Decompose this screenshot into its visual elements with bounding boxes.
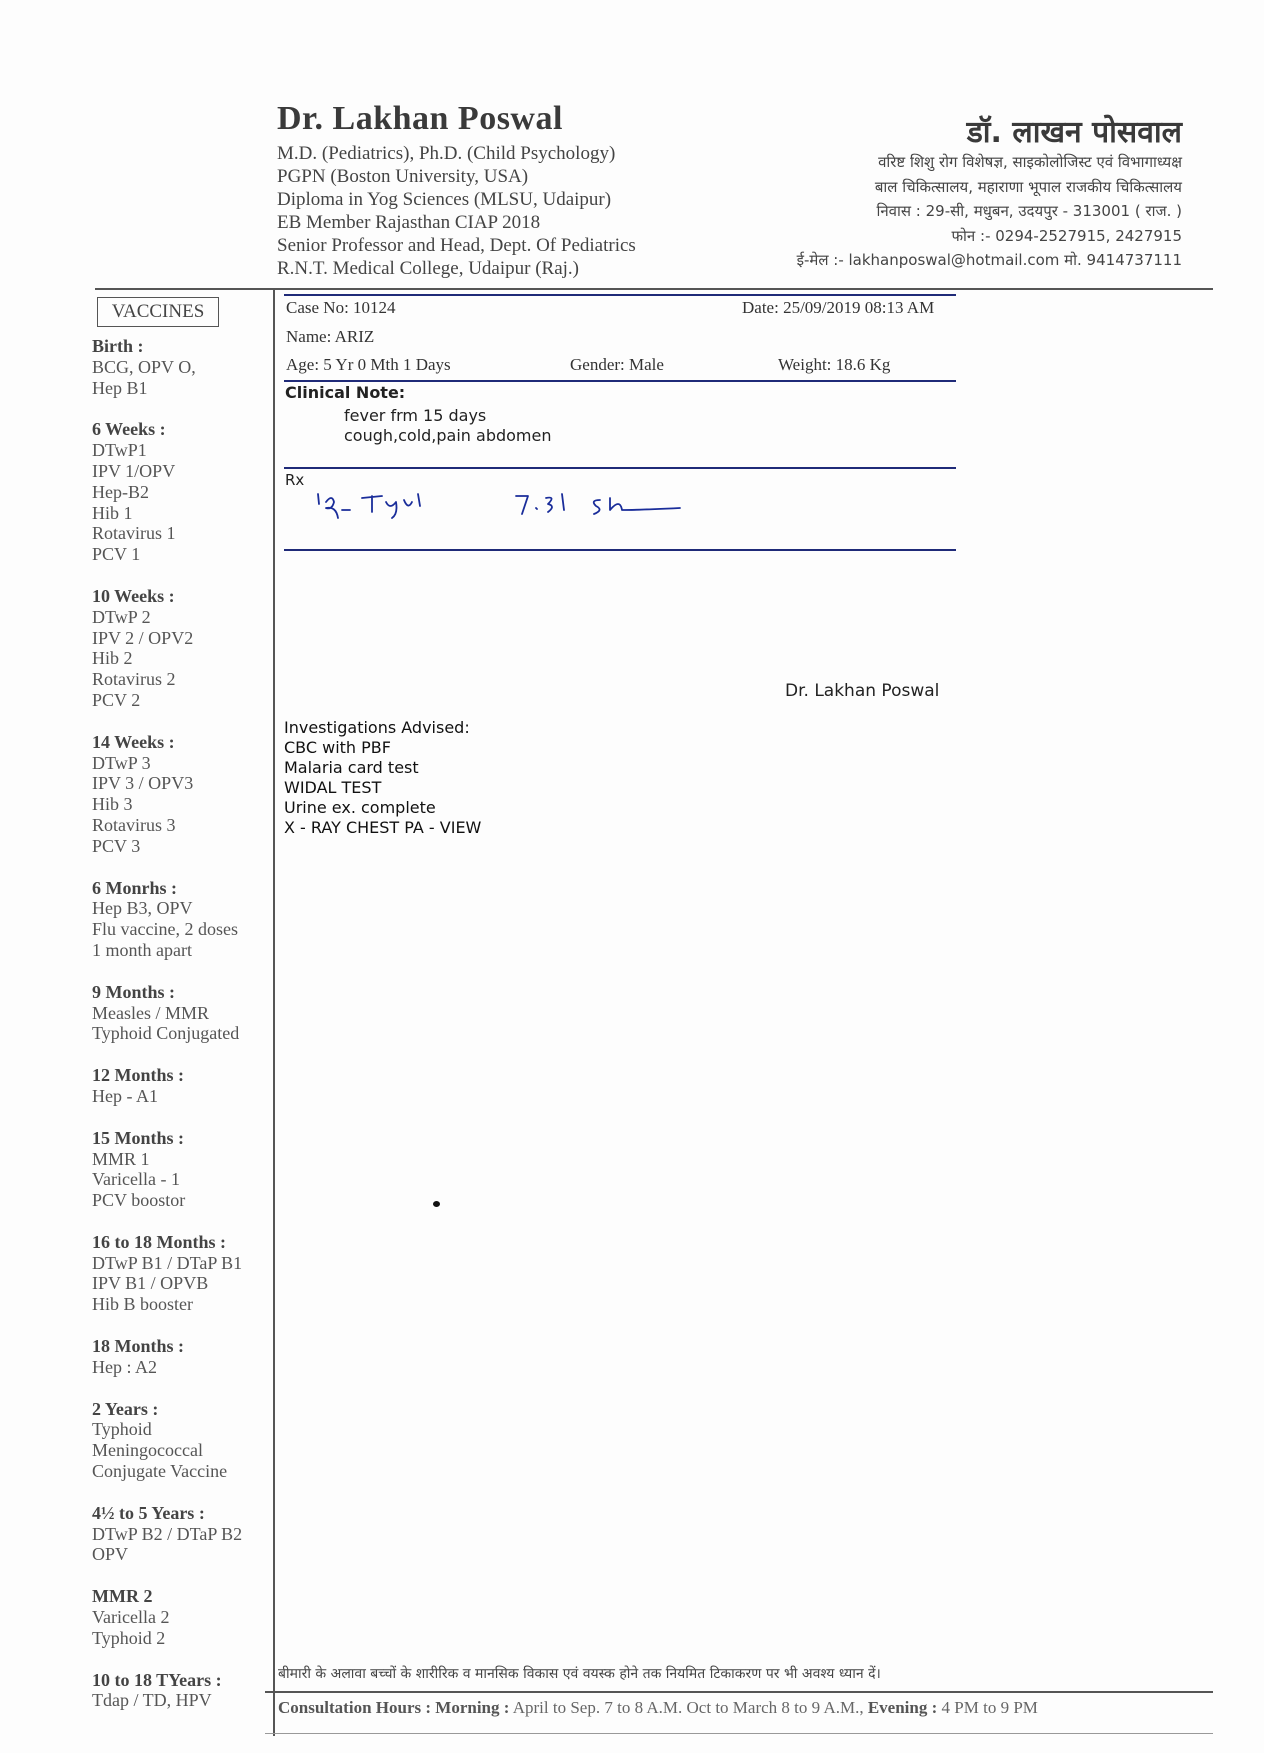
investigation-item: Malaria card test xyxy=(284,758,419,777)
vaccine-group xyxy=(92,1065,267,1107)
doctor-signature-name: Dr. Lakhan Poswal xyxy=(785,681,940,701)
vaccine-item: BCG, OPV O, xyxy=(92,356,196,377)
ink-dot xyxy=(433,1201,440,1207)
header-divider xyxy=(95,288,1213,290)
clinical-note-label: Clinical Note: xyxy=(285,383,406,402)
vaccine-group-heading: MMR 2 xyxy=(92,1586,153,1607)
vaccine-item: Rotavirus 1 xyxy=(92,523,176,544)
hindi-line: फोन :- 0294-2527915, 2427915 xyxy=(951,226,1182,245)
vaccine-group xyxy=(92,1586,267,1648)
vaccine-item: Rotavirus 2 xyxy=(92,669,176,690)
vaccine-item: OPV xyxy=(92,1544,129,1565)
vaccine-item: Varicella - 1 xyxy=(92,1169,180,1190)
patient-weight: Weight: 18.6 Kg xyxy=(778,355,891,374)
hindi-line: बाल चिकित्सालय, महाराणा भूपाल राजकीय चिकित्सालय xyxy=(874,177,1182,196)
investigation-item: CBC with PBF xyxy=(284,738,391,757)
vaccine-group-heading: 6 Monrhs : xyxy=(92,877,177,898)
qualification-line: EB Member Rajasthan CIAP 2018 xyxy=(277,212,541,233)
vaccine-group-heading: 9 Months : xyxy=(92,981,176,1002)
vaccine-item: 1 month apart xyxy=(92,939,192,960)
qualification-line: M.D. (Pediatrics), Ph.D. (Child Psychology) xyxy=(277,143,616,164)
vaccine-group xyxy=(92,419,267,565)
investigation-item: Urine ex. complete xyxy=(284,798,436,817)
vaccine-item: MMR 1 xyxy=(92,1148,150,1169)
patient-age: Age: 5 Yr 0 Mth 1 Days xyxy=(286,355,451,374)
vaccine-item: PCV boostor xyxy=(92,1190,186,1211)
clinical-bottom-rule xyxy=(284,467,956,469)
sidebar-divider xyxy=(273,288,275,1736)
vaccine-item: Typhoid xyxy=(92,1419,152,1440)
vaccine-group xyxy=(92,1399,267,1482)
vaccine-item: Typhoid 2 xyxy=(92,1627,166,1648)
vaccine-group xyxy=(92,1232,267,1315)
doctor-name: Dr. Lakhan Poswal xyxy=(277,100,563,137)
vaccine-group xyxy=(92,1336,267,1378)
hindi-line: वरिष्ट शिशु रोग विशेषज्ञ, साइकोलोजिस्ट एवं विभागाध्यक्ष xyxy=(878,153,1182,171)
vaccine-item: DTwP1 xyxy=(92,440,147,461)
visit-date: Date: 25/09/2019 08:13 AM xyxy=(742,298,935,317)
hindi-line: निवास : 29-सी, मधुबन, उदयपुर - 313001 ( राज. ) xyxy=(876,202,1182,220)
qualification-line: PGPN (Boston University, USA) xyxy=(277,166,529,187)
vaccine-item: PCV 3 xyxy=(92,835,141,856)
hindi-doctor-name: डॉ. लाखन पोसवाल xyxy=(966,115,1182,150)
vaccine-item: IPV 2 / OPV2 xyxy=(92,627,194,648)
vaccine-group-heading: 10 Weeks : xyxy=(92,585,175,606)
vaccine-group xyxy=(92,878,267,961)
vaccine-item: DTwP B1 / DTaP B1 xyxy=(92,1252,243,1273)
clinical-note-line: fever frm 15 days xyxy=(344,406,487,425)
vaccine-group-heading: 18 Months : xyxy=(92,1336,185,1357)
consult-label: Consultation Hours : xyxy=(278,1698,432,1717)
patient-top-rule xyxy=(284,294,956,296)
vaccine-group-heading: 4½ to 5 Years : xyxy=(92,1502,205,1523)
vaccine-group-heading: 15 Months : xyxy=(92,1127,185,1148)
vaccine-group-heading: 16 to 18 Months : xyxy=(92,1231,226,1252)
vaccine-item: Hib 1 xyxy=(92,502,133,523)
investigations-label: Investigations Advised: xyxy=(284,718,470,737)
vaccine-item: Hep - A1 xyxy=(92,1085,158,1106)
vaccines-title: VACCINES xyxy=(97,297,219,327)
investigation-item: WIDAL TEST xyxy=(284,778,382,797)
qualification-line: Diploma in Yog Sciences (MLSU, Udaipur) xyxy=(277,189,612,210)
vaccine-item: Hib 2 xyxy=(92,648,133,669)
vaccine-item: Hib B booster xyxy=(92,1294,193,1315)
patient-name: Name: ARIZ xyxy=(286,327,375,346)
vaccine-group-heading: 12 Months : xyxy=(92,1065,185,1086)
patient-bottom-rule xyxy=(284,380,956,382)
vaccine-item: DTwP B2 / DTaP B2 xyxy=(92,1523,243,1544)
evening-hours: 4 PM to 9 PM xyxy=(941,1698,1038,1717)
vaccine-item: Hep-B2 xyxy=(92,481,149,502)
vaccine-group-heading: 6 Weeks : xyxy=(92,419,166,440)
clinical-note-line: cough,cold,pain abdomen xyxy=(344,426,552,445)
vaccine-item: Rotavirus 3 xyxy=(92,814,176,835)
vaccine-item: Measles / MMR xyxy=(92,1002,209,1023)
vaccine-item: DTwP 2 xyxy=(92,606,151,627)
vaccine-item: Hep B3, OPV xyxy=(92,898,193,919)
vaccine-item: Flu vaccine, 2 doses xyxy=(92,919,238,940)
vaccine-group xyxy=(92,336,267,398)
vaccine-group xyxy=(92,1128,267,1211)
vaccine-group xyxy=(92,586,267,711)
vaccine-item: Tdap / TD, HPV xyxy=(92,1690,212,1711)
consultation-hours xyxy=(278,1698,1038,1718)
clinical-notes xyxy=(344,406,552,446)
vaccine-item: Conjugate Vaccine xyxy=(92,1461,228,1482)
vaccine-item: Typhoid Conjugated xyxy=(92,1023,240,1044)
footer-hindi-note: बीमारी के अलावा बच्चों के शारीरिक व मानसिक विकास एवं वयस्क होने तक नियमित टिकाकरण पर भी अवश्य ध्यान दें। xyxy=(278,1666,881,1682)
vaccine-item: PCV 2 xyxy=(92,689,141,710)
hindi-address-block xyxy=(797,150,1182,273)
qualification-line: R.N.T. Medical College, Udaipur (Raj.) xyxy=(277,258,579,279)
vaccine-item: IPV B1 / OPVB xyxy=(92,1273,209,1294)
footer-bottom-rule xyxy=(265,1733,1213,1734)
vaccine-schedule xyxy=(92,336,267,1732)
morning-hours: April to Sep. 7 to 8 A.M. Oct to March 8 to 9 A.M., xyxy=(512,1698,864,1717)
vaccine-item: IPV 3 / OPV3 xyxy=(92,773,194,794)
evening-label: Evening : xyxy=(867,1698,938,1717)
case-number: Case No: 10124 xyxy=(286,298,396,317)
rx-bottom-rule xyxy=(284,549,956,551)
vaccine-group-heading: Birth : xyxy=(92,336,144,356)
vaccine-item: Hep B1 xyxy=(92,377,148,398)
vaccine-item: IPV 1/OPV xyxy=(92,460,176,481)
rx-label: Rx xyxy=(285,471,305,489)
vaccine-group xyxy=(92,732,267,857)
vaccine-group-heading: 14 Weeks : xyxy=(92,731,175,752)
qualification-line: Senior Professor and Head, Dept. Of Pediatrics xyxy=(277,235,636,256)
patient-gender: Gender: Male xyxy=(570,355,664,374)
handwritten-prescription-scribble xyxy=(310,488,690,528)
vaccine-group xyxy=(92,1503,267,1565)
investigation-item: X - RAY CHEST PA - VIEW xyxy=(284,818,482,837)
morning-label: Morning : xyxy=(435,1698,510,1717)
footer-divider xyxy=(265,1691,1213,1693)
vaccine-group xyxy=(92,1670,267,1712)
vaccine-item: Hib 3 xyxy=(92,794,133,815)
vaccine-group-heading: 10 to 18 TYears : xyxy=(92,1669,222,1690)
vaccine-item: Varicella 2 xyxy=(92,1607,170,1628)
vaccine-item: Hep : A2 xyxy=(92,1356,157,1377)
vaccine-group-heading: 2 Years : xyxy=(92,1398,159,1419)
vaccine-group xyxy=(92,982,267,1044)
vaccine-item: Meningococcal xyxy=(92,1440,203,1461)
investigations-block xyxy=(284,718,481,838)
vaccine-item: PCV 1 xyxy=(92,544,141,565)
vaccine-item: DTwP 3 xyxy=(92,752,151,773)
hindi-line: ई-मेल :- lakhanposwal@hotmail.com मो. 9414737111 xyxy=(796,251,1182,269)
qualifications xyxy=(277,142,636,280)
